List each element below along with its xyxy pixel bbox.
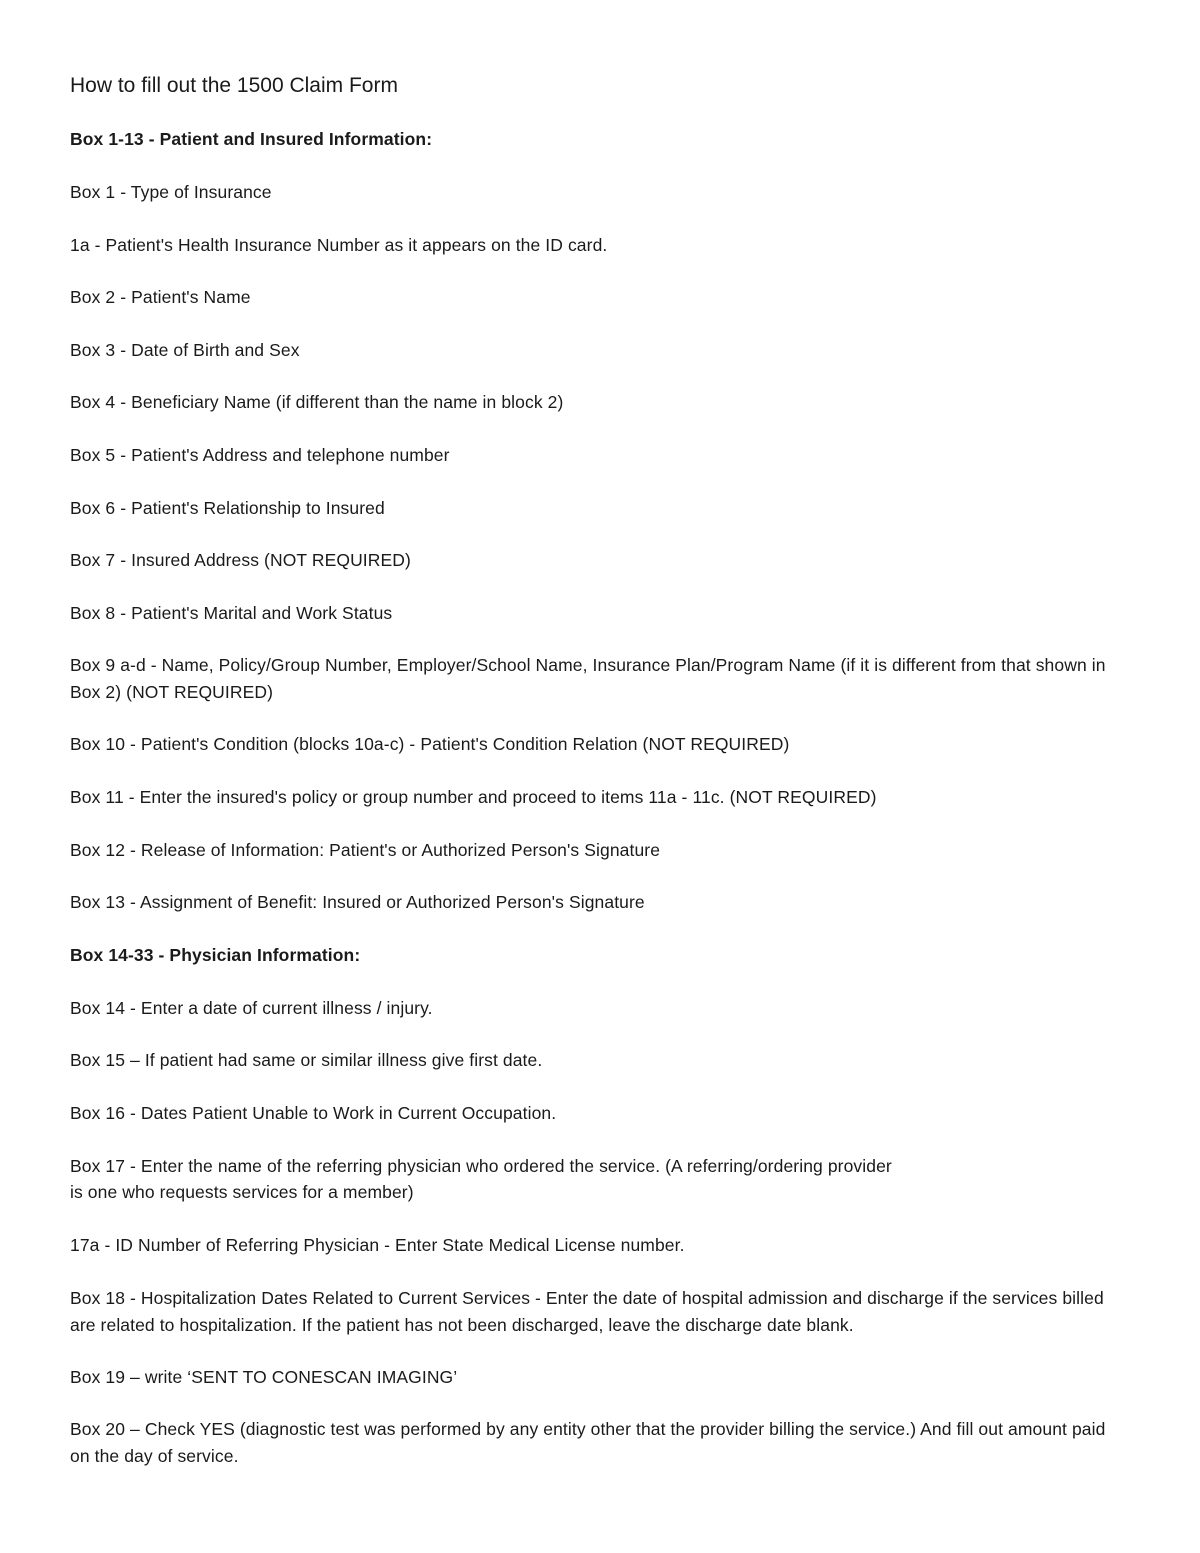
section-heading-patient-insured: Box 1-13 - Patient and Insured Information: [70, 129, 433, 149]
list-item-box-6: Box 6 - Patient's Relationship to Insured [70, 498, 385, 518]
list-item-box-2: Box 2 - Patient's Name [70, 287, 251, 307]
list-item-box-7: Box 7 - Insured Address (NOT REQUIRED) [70, 550, 411, 570]
list-item-box-17: Box 17 - Enter the name of the referring physician who ordered the service. (A referring/ordering provider [70, 1156, 892, 1176]
list-item-box-4: Box 4 - Beneficiary Name (if different than the name in block 2) [70, 392, 564, 412]
list-item-box-20: Box 20 – Check YES (diagnostic test was performed by any entity other that the provider billing the service.) And fill out amount paid on the day of service. [70, 1419, 1106, 1466]
list-item-box-17-continued: is one who requests services for a member) [70, 1182, 414, 1202]
list-item-box-5: Box 5 - Patient's Address and telephone number [70, 445, 450, 465]
list-item-box-11: Box 11 - Enter the insured's policy or group number and proceed to items 11a - 11c. (NOT REQUIRED) [70, 787, 877, 807]
list-item-box-19: Box 19 – write ‘SENT TO CONESCAN IMAGING’ [70, 1367, 458, 1387]
list-item-box-17a: 17a - ID Number of Referring Physician - Enter State Medical License number. [70, 1235, 685, 1255]
list-item-box-3: Box 3 - Date of Birth and Sex [70, 340, 300, 360]
list-item-box-8: Box 8 - Patient's Marital and Work Status [70, 603, 393, 623]
list-item-box-18: Box 18 - Hospitalization Dates Related to Current Services - Enter the date of hospital admission and discharge if the services billed are related to hospitalization. If the patient has not been discharged, leave the discharge date blank. [70, 1288, 1104, 1335]
list-item-box-15: Box 15 – If patient had same or similar illness give first date. [70, 1050, 543, 1070]
list-item-box-1: Box 1 - Type of Insurance [70, 182, 272, 202]
list-item-box-9: Box 9 a-d - Name, Policy/Group Number, Employer/School Name, Insurance Plan/Program Name (if it is different from that shown in Box 2) (NOT REQUIRED) [70, 655, 1106, 702]
page-title: How to fill out the 1500 Claim Form [70, 74, 398, 97]
list-item-box-12: Box 12 - Release of Information: Patient's or Authorized Person's Signature [70, 840, 661, 860]
list-item-box-1a: 1a - Patient's Health Insurance Number as it appears on the ID card. [70, 235, 608, 255]
list-item-box-13: Box 13 - Assignment of Benefit: Insured or Authorized Person's Signature [70, 892, 645, 912]
list-item-box-14: Box 14 - Enter a date of current illness / injury. [70, 998, 433, 1018]
list-item-box-16: Box 16 - Dates Patient Unable to Work in Current Occupation. [70, 1103, 557, 1123]
list-item-box-10: Box 10 - Patient's Condition (blocks 10a-c) - Patient's Condition Relation (NOT REQUIRED) [70, 734, 790, 754]
section-heading-physician: Box 14-33 - Physician Information: [70, 945, 361, 965]
